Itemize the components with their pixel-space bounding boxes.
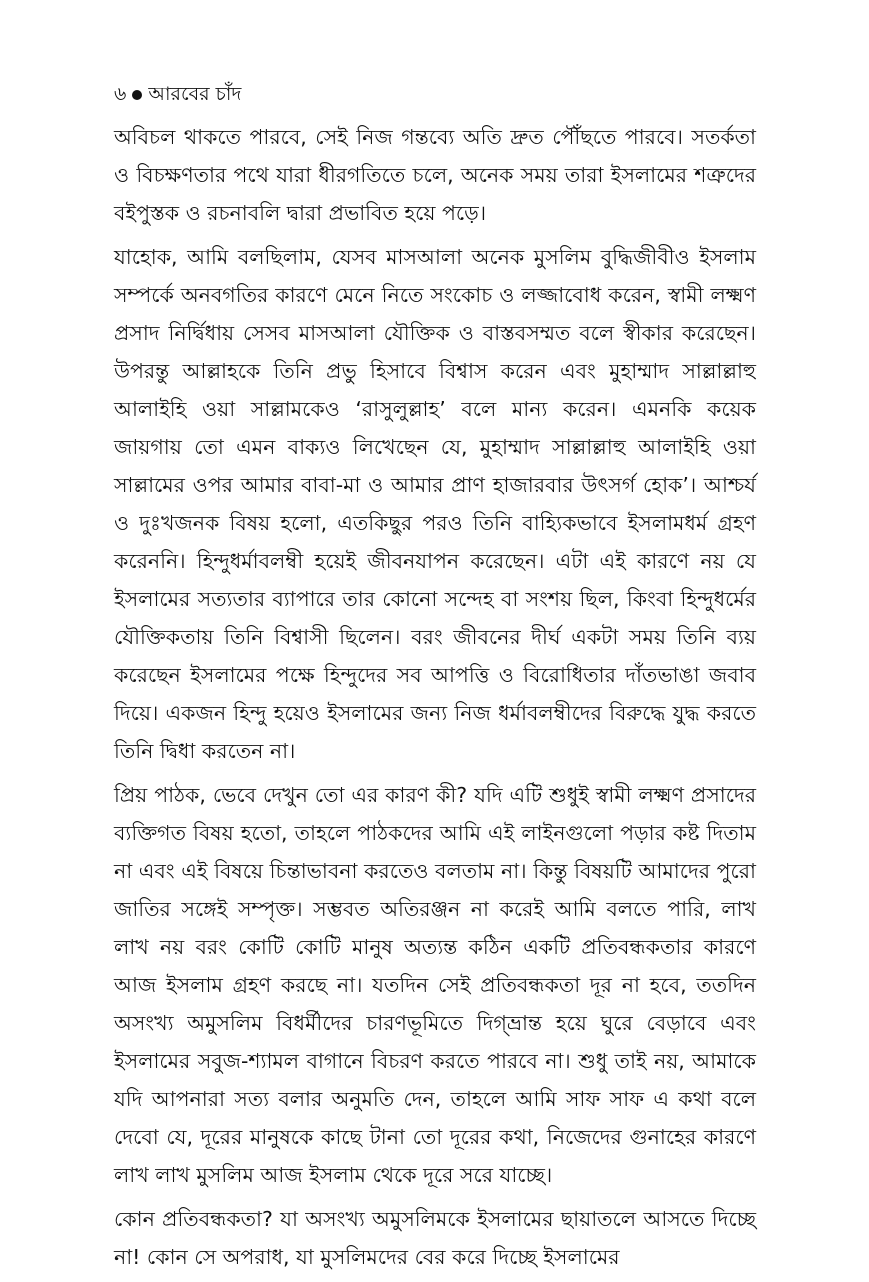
- page-body: [114, 118, 756, 1282]
- bullet-dot-icon: [132, 90, 142, 100]
- running-header: [114, 80, 241, 108]
- paragraph: যাহোক, আমি বলছিলাম, যেসব মাসআলা অনেক মুসলিম বুদ্ধিজীবীও ইসলাম সম্পর্কে অনবগতির কারণে মেনে নিতে সংকোচ ও লজ্জাবোধ করেন, স্বামী লক্ষ্মণ প্রসাদ নির্দ্বিধায় সেসব মাসআলা যৌক্তিক ও বাস্তবসম্মত বলে স্বীকার করেছেন। উপরন্তু আল্লাহকে তিনি প্রভু হিসাবে বিশ্বাস করেন এবং মুহাম্মাদ সাল্লাল্লাহু আলাইহি ওয়া সাল্লামকেও ‘রাসুলুল্লাহ’ বলে মান্য করেন। এমনকি কয়েক জায়গায় তো এমন বাক্যও লিখেছেন যে, মুহাম্মাদ সাল্লাল্লাহু আলাইহি ওয়া সাল্লামের ওপর আমার বাবা-মা ও আমার প্রাণ হাজারবার উৎসর্গ হোক’। আশ্চর্য ও দুঃখজনক বিষয় হলো, এতকিছুর পরও তিনি বাহ্যিকভাবে ইসলামধর্ম গ্রহণ করেননি। হিন্দুধর্মাবলম্বী হয়েই জীবনযাপন করেছেন। এটা এই কারণে নয় যে ইসলামের সত্যতার ব্যাপারে তার কোনো সন্দেহ বা সংশয় ছিল, কিংবা হিন্দুধর্মের যৌক্তিকতায় তিনি বিশ্বাসী ছিলেন। বরং জীবনের দীর্ঘ একটা সময় তিনি ব্যয় করেছেন ইসলামের পক্ষে হিন্দুদের সব আপত্তি ও বিরোধিতার দাঁতভাঙা জবাব দিয়ে। একজন হিন্দু হয়েও ইসলামের জন্য নিজ ধর্মাবলম্বীদের বিরুদ্ধে যুদ্ধ করতে তিনি দ্বিধা করতেন না।: [114, 245, 756, 763]
- paragraph: কোন প্রতিবন্ধকতা? যা অসংখ্য অমুসলিমকে ইসলামের ছায়াতলে আসতে দিচ্ছে না! কোন সে অপরাধ, যা মুসলিমদের বের করে দিচ্ছে ইসলামের: [114, 1207, 756, 1269]
- page-number: ৬: [114, 83, 127, 105]
- paragraph: অবিচল থাকতে পারবে, সেই নিজ গন্তব্যে অতি দ্রুত পৌঁছতে পারবে। সতর্কতা ও বিচক্ষণতার পথে যারা ধীরগতিতে চলে, অনেক সময় তারা ইসলামের শত্রুদের বইপুস্তক ও রচনাবলি দ্বারা প্রভাবিত হয়ে পড়ে।: [114, 125, 756, 225]
- paragraph: প্রিয় পাঠক, ভেবে দেখুন তো এর কারণ কী? যদি এটি শুধুই স্বামী লক্ষ্মণ প্রসাদের ব্যক্তিগত বিষয় হতো, তাহলে পাঠকদের আমি এই লাইনগুলো পড়ার কষ্ট দিতাম না এবং এই বিষয়ে চিন্তাভাবনা করতেও বলতাম না। কিন্তু বিষয়টি আমাদের পুরো জাতির সঙ্গেই সম্পৃক্ত। সম্ভবত অতিরঞ্জন না করেই আমি বলতে পারি, লাখ লাখ নয় বরং কোটি কোটি মানুষ অত্যন্ত কঠিন একটি প্রতিবন্ধকতার কারণে আজ ইসলাম গ্রহণ করছে না। যতদিন সেই প্রতিবন্ধকতা দূর না হবে, ততদিন অসংখ্য অমুসলিম বিধর্মীদের চারণভূমিতে দিগ্‌ভ্রান্ত হয়ে ঘুরে বেড়াবে এবং ইসলামের সবুজ-শ্যামল বাগানে বিচরণ করতে পারবে না। শুধু তাই নয়, আমাকে যদি আপনারা সত্য বলার অনুমতি দেন, তাহলে আমি সাফ সাফ এ কথা বলে দেবো যে, দূরের মানুষকে কাছে টানা তো দূরের কথা, নিজেদের গুনাহের কারণে লাখ লাখ মুসলিম আজ ইসলাম থেকে দূরে সরে যাচ্ছে।: [114, 783, 756, 1187]
- book-title: আরবের চাঁদ: [148, 83, 242, 105]
